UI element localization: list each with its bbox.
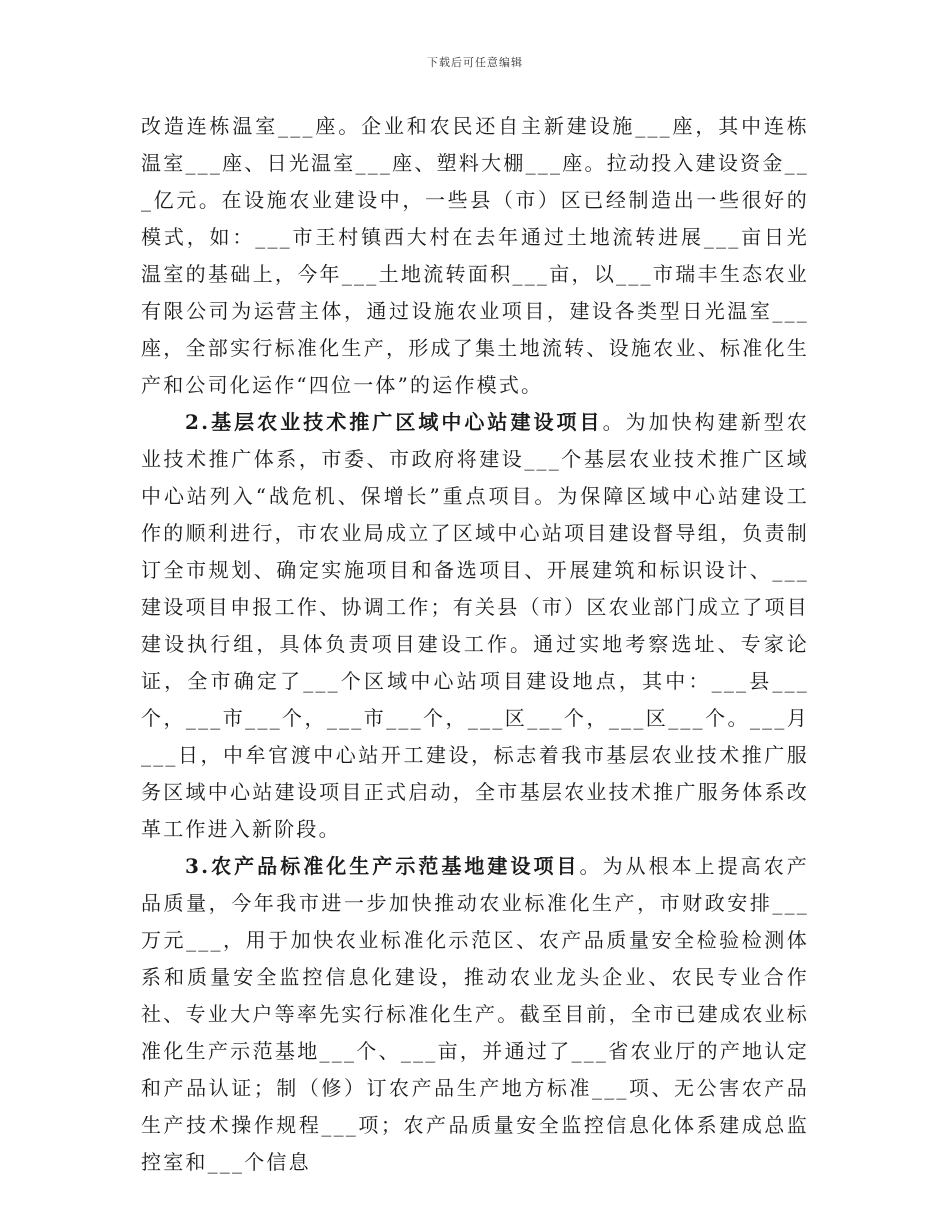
paragraph-text: 改造连栋温室___座。企业和农民还自主新建设施___座，其中连栋温室___座、日光温室___座、塑料大棚___座。拉动投入建设资金___亿元。在设施农业建设中，一些县（市）区已经制造出一些很好的模式，如：___市王村镇西大村在去年通过土地流转进展___亩日光温室的基础上，今年___土地流转面积___亩，以___市瑞丰生态农业有限公司为运营主体，通过设施农业项目，建设各类型日光温室___座，全部实行标准化生产，形成了集土地流转、设施农业、标准化生产和公司化运作“四位一体”的运作模式。 bbox=[141, 114, 809, 397]
section-heading: 3.农产品标准化生产示范基地建设项目 bbox=[185, 854, 580, 878]
paragraph-text: 。为加快构建新型农业技术推广体系，市委、市政府将建设___个基层农业技术推广区域中心站列入“战危机、保增长”重点项目。为保障区域中心站建设工作的顺利进行，市农业局成立了区域中心站项目建设督导组，负责制订全市规划、确定实施项目和备选项目、开展建筑和标识设计、___建设项目申报工作、协调工作；有关县（市）区农业部门成立了项目建设执行组，具体负责项目建设工作。通过实地考察选址、专家论证，全市确定了___个区域中心站项目建设地点，其中：___县___个，___市___个，___市___个，___区___个，___区___个。___月___日，中牟官渡中心站开工建设，标志着我市基层农业技术推广服务区域中心站建设项目正式启动，全市基层农业技术推广服务体系改革工作进入新阶段。 bbox=[141, 410, 809, 841]
paragraph-standardization-bases bbox=[141, 848, 809, 1181]
document-body bbox=[141, 108, 809, 1181]
section-heading: 2.基层农业技术推广区域中心站建设项目 bbox=[185, 410, 603, 434]
paragraph-facilities bbox=[141, 108, 809, 404]
paragraph-text: 。为从根本上提高农产品质量，今年我市进一步加快推动农业标准化生产，市财政安排___万元___，用于加快农业标准化示范区、农产品质量安全检验检测体系和质量安全监控信息化建设，推动农业龙头企业、农民专业合作社、专业大户等率先实行标准化生产。截至目前，全市已建成农业标准化生产示范基地___个、___亩，并通过了___省农业厅的产地认定和产品认证；制（修）订农产品生产地方标准___项、无公害农产品生产技术操作规程___项；农产品质量安全监控信息化体系建成总监控室和___个信息 bbox=[141, 854, 809, 1174]
paragraph-extension-stations bbox=[141, 404, 809, 848]
page-header: 下载后可任意编辑 bbox=[427, 56, 523, 69]
